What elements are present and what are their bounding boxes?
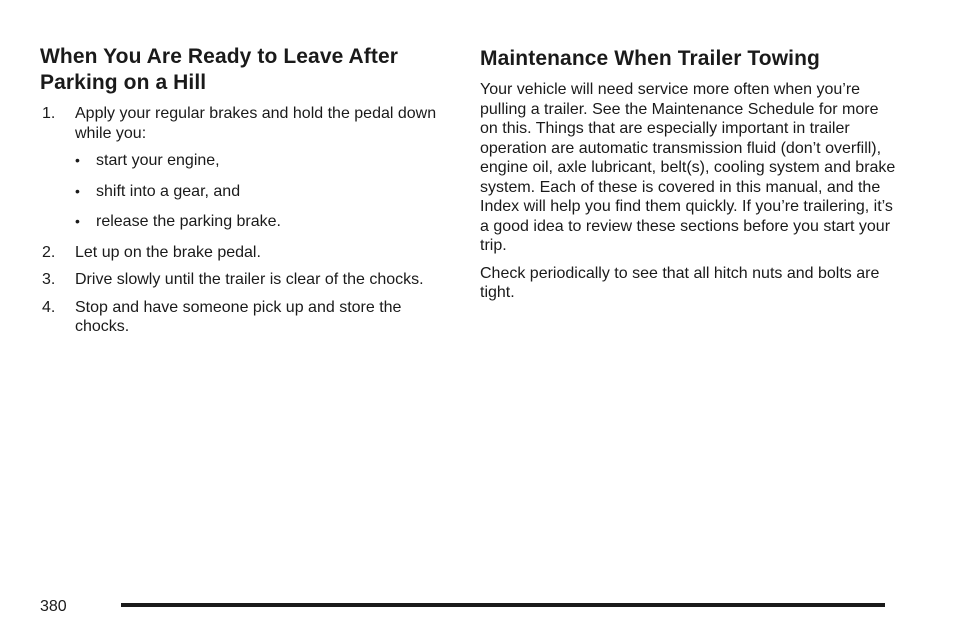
- bullet-icon: •: [75, 182, 80, 199]
- step-text: Apply your regular brakes and hold the pedal down while you:: [75, 105, 437, 142]
- section-heading-maintenance: Maintenance When Trailer Towing: [480, 47, 820, 70]
- footer-rule: [121, 603, 885, 607]
- bullet-icon: •: [75, 152, 80, 168]
- step-item: [40, 298, 440, 337]
- paragraph: Check periodically to see that all hitch nuts and bolts are tight.: [480, 264, 880, 301]
- bullet-item: [75, 151, 440, 171]
- steps-list: [40, 104, 440, 345]
- page-number: 380: [40, 598, 67, 615]
- bullet-icon: •: [75, 213, 80, 229]
- step-number: 4.: [42, 298, 56, 316]
- step-text: Let up on the brake pedal.: [75, 243, 261, 261]
- step-number: 3.: [42, 271, 56, 288]
- section-heading-leave-hill: When You Are Ready to Leave After Parking on a Hill: [40, 45, 399, 94]
- step-number: 1.: [42, 105, 56, 122]
- step-item: [40, 104, 440, 232]
- step-text: Drive slowly until the trailer is clear of the chocks.: [75, 271, 424, 288]
- section-body: [480, 80, 900, 311]
- step-number: 2.: [42, 243, 56, 261]
- bullet-text: shift into a gear, and: [96, 182, 241, 200]
- bullet-text: release the parking brake.: [96, 213, 281, 230]
- bullet-item: [75, 212, 440, 232]
- step-item: [40, 270, 440, 290]
- step-text: Stop and have someone pick up and store the chocks.: [75, 298, 402, 335]
- bullet-item: [75, 182, 440, 202]
- bullet-list: [75, 151, 440, 232]
- step-item: [40, 243, 440, 263]
- bullet-text: start your engine,: [96, 152, 220, 169]
- paragraph: Your vehicle will need service more often when you’re pulling a trailer. See the Maintenance Schedule for more on this. Things that are especially important in trailer operation are automatic transmission fluid (don’t overfill), engine oil, axle lubricant, belt(s), cooling system and brake system. Each of these is covered in this manual, and the Index will help you find them quickly. If you’re trailering, it’s a good idea to review these sections before you start your trip.: [480, 81, 896, 254]
